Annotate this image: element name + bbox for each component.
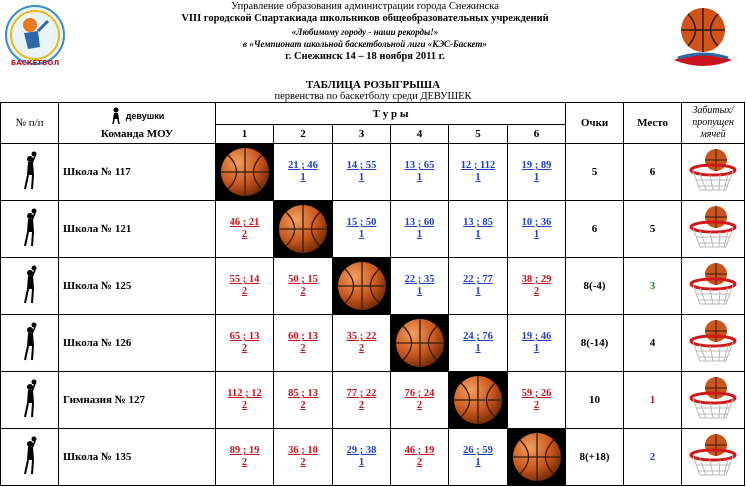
header-line-4: в «Чемпионат школьной баскетбольной лиги «КЭС-Баскет» — [243, 39, 487, 50]
match-points: 1 — [475, 286, 481, 297]
points-cell: 8(+18) — [566, 429, 624, 486]
self-match-cell — [333, 258, 391, 315]
basketball-hoop-icon — [686, 148, 740, 194]
row-icon-cell — [1, 372, 59, 429]
match-points: 1 — [533, 229, 540, 240]
self-match-cell — [274, 201, 333, 258]
team-name: Школа № 126 — [59, 315, 216, 372]
match-points: 2 — [533, 286, 540, 297]
result-cell — [274, 144, 333, 201]
hoop-cell — [682, 429, 745, 486]
row-icon-cell — [1, 429, 59, 486]
match-score: 85 ; 13 — [288, 388, 318, 399]
girls-label: девушки — [125, 110, 165, 121]
tour-number-2: 2 — [274, 125, 333, 144]
tour-number-4: 4 — [391, 125, 449, 144]
match-score: 89 ; 19 — [229, 445, 260, 456]
match-points: 2 — [300, 457, 306, 468]
match-points: 1 — [475, 172, 481, 183]
match-score: 21 ; 46 — [288, 160, 318, 171]
basketball-icon — [336, 260, 388, 312]
basketball-hoop-icon — [686, 262, 740, 308]
match-score: 77 ; 22 — [346, 388, 377, 399]
basketball-icon — [452, 374, 504, 426]
match-score: 50 ; 15 — [288, 274, 318, 285]
hoop-cell — [682, 144, 745, 201]
result-cell — [216, 372, 274, 429]
team-name: Школа № 125 — [59, 258, 216, 315]
result-cell — [391, 144, 449, 201]
result-cell — [391, 429, 449, 486]
match-points: 1 — [300, 172, 306, 183]
document-header — [0, 0, 746, 78]
header-num: № п/п — [1, 103, 59, 144]
basketball-icon — [394, 317, 446, 369]
header-line-2: VIII городской Спартакиада школьников общеобразовательных учреждений — [181, 13, 549, 25]
match-points: 2 — [358, 400, 365, 411]
match-points: 2 — [300, 400, 306, 411]
place-cell: 2 — [624, 429, 682, 486]
ball-box — [333, 260, 390, 312]
hoop-cell — [682, 372, 745, 429]
ball-box — [274, 203, 332, 255]
header-line-1: Управление образования администрации города Снежинска — [231, 1, 499, 12]
player-silhouette-icon — [20, 265, 40, 305]
standings-rows — [1, 144, 745, 486]
player-silhouette-icon — [20, 322, 40, 362]
ball-box — [508, 431, 565, 483]
basketball-hoop-icon — [686, 376, 740, 422]
result-cell — [216, 201, 274, 258]
match-points: 2 — [416, 457, 423, 468]
place-cell: 3 — [624, 258, 682, 315]
match-points: 2 — [533, 400, 540, 411]
basketball-icon — [219, 146, 271, 198]
match-score: 19 ; 89 — [521, 160, 552, 171]
table-row — [1, 201, 745, 258]
result-cell — [508, 258, 566, 315]
match-points: 1 — [533, 343, 540, 354]
team-name: Школа № 117 — [59, 144, 216, 201]
table-row — [1, 315, 745, 372]
basketball-icon — [511, 431, 563, 483]
header-text-block — [70, 1, 660, 63]
self-match-cell — [391, 315, 449, 372]
girls-label-wrap — [59, 107, 215, 125]
match-score: 65 ; 13 — [229, 331, 260, 342]
result-cell — [449, 315, 508, 372]
result-cell — [508, 372, 566, 429]
match-score: 60 ; 13 — [288, 331, 318, 342]
self-match-cell — [508, 429, 566, 486]
player-silhouette-icon — [20, 436, 40, 476]
match-score: 19 ; 46 — [521, 331, 552, 342]
result-cell — [391, 372, 449, 429]
result-cell — [333, 372, 391, 429]
result-cell — [449, 144, 508, 201]
result-cell — [508, 201, 566, 258]
match-score: 10 ; 36 — [521, 217, 552, 228]
hoop-cell — [682, 315, 745, 372]
result-cell — [333, 201, 391, 258]
header-scored: Забитых/ пропущен мячей — [682, 103, 745, 144]
match-score: 13 ; 60 — [404, 217, 435, 228]
place-cell: 4 — [624, 315, 682, 372]
result-cell — [333, 315, 391, 372]
match-score: 12 ; 112 — [460, 160, 496, 171]
result-cell — [449, 258, 508, 315]
match-score: 26 ; 59 — [463, 445, 493, 456]
basketball-hoop-icon — [686, 319, 740, 365]
result-cell — [508, 144, 566, 201]
result-cell — [274, 429, 333, 486]
row-icon-cell — [1, 144, 59, 201]
tour-number-3: 3 — [333, 125, 391, 144]
match-points: 1 — [475, 229, 481, 240]
player-silhouette-icon — [20, 151, 40, 191]
match-points: 1 — [358, 229, 365, 240]
match-score: 35 ; 22 — [346, 331, 377, 342]
header-place: Место — [624, 103, 682, 144]
match-points: 1 — [416, 172, 423, 183]
result-cell — [508, 315, 566, 372]
ball-box — [391, 317, 448, 369]
self-match-cell — [449, 372, 508, 429]
match-points: 2 — [300, 343, 306, 354]
table-title: ТАБЛИЦА РОЗЫГРЫША — [305, 79, 441, 91]
result-cell — [274, 315, 333, 372]
match-score: 15 ; 50 — [346, 217, 377, 228]
match-points: 2 — [241, 400, 248, 411]
match-points: 2 — [358, 343, 365, 354]
table-row — [1, 372, 745, 429]
tour-number-1: 1 — [216, 125, 274, 144]
match-points: 1 — [358, 457, 365, 468]
ball-box — [449, 374, 507, 426]
table-subtitle: первенства по баскетболу среди ДЕВУШЕК — [274, 91, 472, 102]
place-cell: 5 — [624, 201, 682, 258]
match-points: 1 — [416, 286, 423, 297]
header-line-3: «Любимому городу - наши рекорды!» — [291, 26, 439, 37]
place-cell: 1 — [624, 372, 682, 429]
basketball-icon — [277, 203, 329, 255]
basketball-hoop-icon — [686, 205, 740, 251]
standings-table — [0, 102, 745, 486]
match-points: 1 — [416, 229, 423, 240]
team-header-label: Команда МОУ — [100, 127, 174, 140]
match-points: 2 — [241, 457, 248, 468]
header-tours: Т у р ы — [216, 103, 566, 125]
result-cell — [391, 201, 449, 258]
result-cell — [216, 258, 274, 315]
hoop-cell — [682, 201, 745, 258]
place-cell: 6 — [624, 144, 682, 201]
match-points: 1 — [533, 172, 540, 183]
hoop-cell — [682, 258, 745, 315]
result-cell — [391, 258, 449, 315]
match-score: 13 ; 65 — [404, 160, 435, 171]
row-icon-cell — [1, 258, 59, 315]
match-score: 46 ; 21 — [229, 217, 260, 228]
result-cell — [333, 429, 391, 486]
points-cell: 8(-14) — [566, 315, 624, 372]
tour-number-5: 5 — [449, 125, 508, 144]
tour-number-6: 6 — [508, 125, 566, 144]
team-name: Школа № 135 — [59, 429, 216, 486]
points-cell: 5 — [566, 144, 624, 201]
team-name: Школа № 121 — [59, 201, 216, 258]
result-cell — [449, 201, 508, 258]
result-cell — [333, 144, 391, 201]
match-points: 2 — [241, 343, 248, 354]
player-silhouette-icon — [20, 379, 40, 419]
self-match-cell — [216, 144, 274, 201]
row-icon-cell — [1, 201, 59, 258]
logo-left-label: БАСКЕТБОЛ — [10, 59, 60, 67]
match-points: 2 — [241, 286, 248, 297]
table-titles — [0, 79, 746, 102]
result-cell — [449, 429, 508, 486]
points-cell: 10 — [566, 372, 624, 429]
points-cell: 6 — [566, 201, 624, 258]
table-row — [1, 429, 745, 486]
match-points: 2 — [416, 400, 423, 411]
basketball-logo-left — [4, 3, 66, 71]
table-row — [1, 258, 745, 315]
row-icon-cell — [1, 315, 59, 372]
match-score: 29 ; 38 — [346, 445, 377, 456]
header-team — [59, 103, 216, 144]
result-cell — [274, 372, 333, 429]
match-score: 46 ; 19 — [404, 445, 435, 456]
match-score: 55 ; 14 — [229, 274, 260, 285]
match-score: 22 ; 35 — [404, 274, 435, 285]
match-score: 13 ; 85 — [463, 217, 493, 228]
match-score: 76 ; 24 — [404, 388, 435, 399]
match-score: 22 ; 77 — [463, 274, 493, 285]
basketball-hoop-icon — [686, 433, 740, 479]
match-score: 36 ; 10 — [288, 445, 318, 456]
match-score: 59 ; 26 — [521, 388, 552, 399]
points-cell: 8(-4) — [566, 258, 624, 315]
match-points: 1 — [475, 457, 481, 468]
match-score: 112 ; 12 — [227, 388, 262, 399]
match-points: 1 — [475, 343, 481, 354]
match-points: 2 — [241, 229, 248, 240]
match-points: 2 — [300, 286, 306, 297]
match-score: 38 ; 29 — [521, 274, 552, 285]
match-score: 24 ; 76 — [463, 331, 493, 342]
match-score: 14 ; 55 — [346, 160, 377, 171]
basketball-logo-right — [664, 2, 742, 76]
result-cell — [216, 315, 274, 372]
result-cell — [274, 258, 333, 315]
match-points: 1 — [358, 172, 365, 183]
girl-player-icon — [110, 107, 122, 125]
header-line-5: г. Снежинск 14 – 18 ноября 2011 г. — [285, 50, 445, 62]
result-cell — [216, 429, 274, 486]
header-points: Очки — [566, 103, 624, 144]
ball-box — [216, 146, 273, 198]
team-name: Гимназия № 127 — [59, 372, 216, 429]
table-row — [1, 144, 745, 201]
player-silhouette-icon — [20, 208, 40, 248]
